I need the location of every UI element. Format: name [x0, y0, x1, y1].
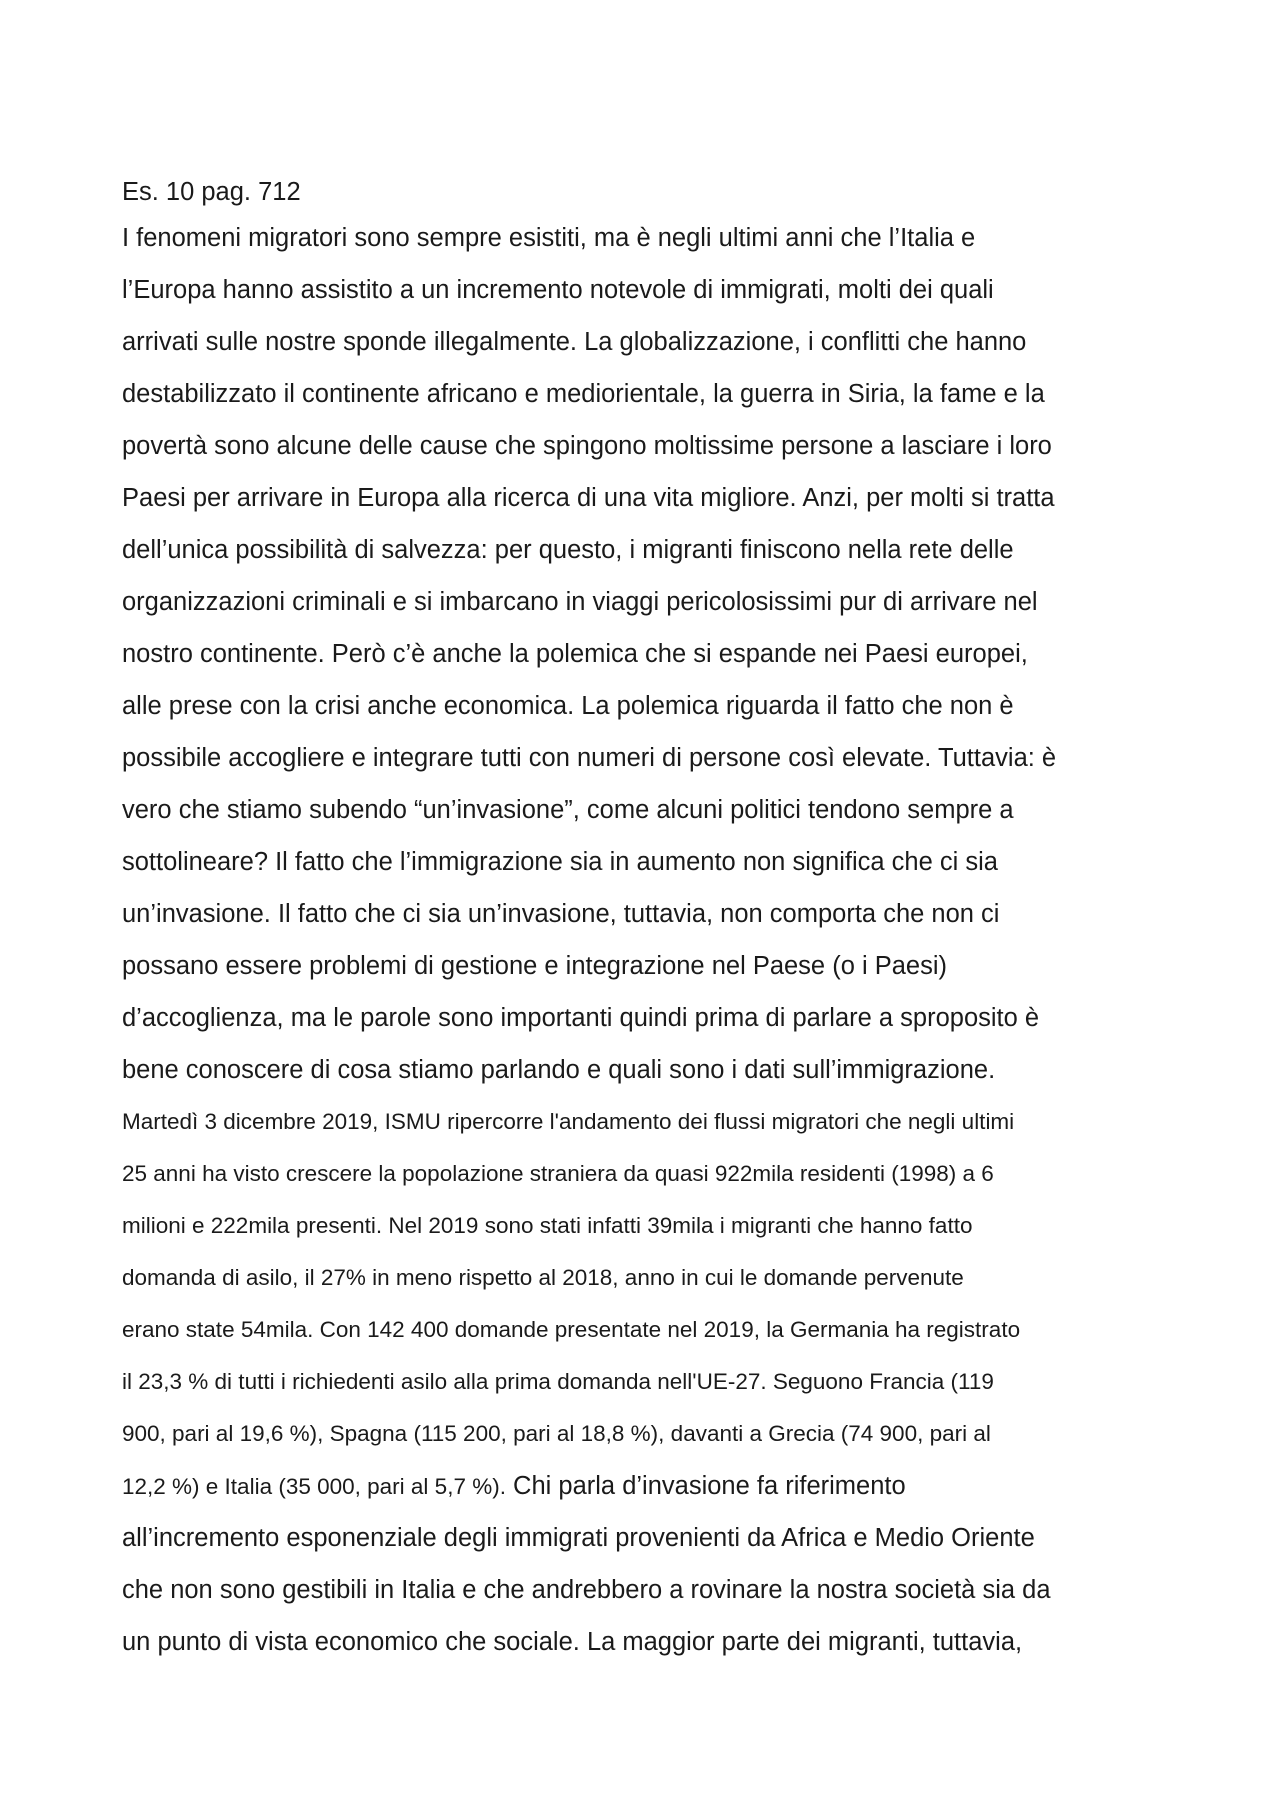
exercise-heading: Es. 10 pag. 712	[122, 178, 301, 206]
text-line	[122, 1252, 1172, 1304]
document-body	[122, 172, 1172, 1668]
text-line	[122, 628, 1172, 680]
text-line-content: erano state 54mila. Con 142 400 domande presentate nel 2019, la Germania ha registrato	[122, 1317, 1021, 1342]
text-line	[122, 888, 1172, 940]
text-line-content: domanda di asilo, il 27% in meno rispetto al 2018, anno in cui le domande pervenute	[122, 1265, 964, 1290]
text-line	[122, 1044, 1172, 1096]
text-line-content: all’incremento esponenziale degli immigrati provenienti da Africa e Medio Oriente	[122, 1524, 1035, 1552]
text-line	[122, 1564, 1172, 1616]
text-line-content: d’accoglienza, ma le parole sono importanti quindi prima di parlare a sproposito è	[122, 1004, 1040, 1032]
text-line-content: bene conoscere di cosa stiamo parlando e quali sono i dati sull’immigrazione.	[122, 1056, 996, 1084]
text-line	[122, 420, 1172, 472]
text-line	[122, 472, 1172, 524]
text-line-content: un’invasione. Il fatto che ci sia un’invasione, tuttavia, non comporta che non ci	[122, 900, 1000, 928]
text-line-content: Martedì 3 dicembre 2019, ISMU ripercorre l'andamento dei flussi migratori che negli ultimi	[122, 1109, 1015, 1134]
text-line	[122, 940, 1172, 992]
text-line	[122, 1460, 1172, 1512]
text-line-content: possano essere problemi di gestione e integrazione nel Paese (o i Paesi)	[122, 952, 947, 980]
text-line-content: organizzazioni criminali e si imbarcano in viaggi pericolosissimi pur di arrivare nel	[122, 588, 1038, 616]
text-line-content: l’Europa hanno assistito a un incremento notevole di immigrati, molti dei quali	[122, 276, 994, 304]
text-line	[122, 836, 1172, 888]
text-line-content: milioni e 222mila presenti. Nel 2019 sono stati infatti 39mila i migranti che hanno fatto	[122, 1213, 973, 1238]
text-line-content: sottolineare? Il fatto che l’immigrazione sia in aumento non significa che ci sia	[122, 848, 998, 876]
text-line-content: nostro continente. Però c’è anche la polemica che si espande nei Paesi europei,	[122, 640, 1028, 668]
text-line	[122, 524, 1172, 576]
text-line	[122, 732, 1172, 784]
text-line	[122, 1616, 1172, 1668]
text-line	[122, 576, 1172, 628]
text-line-continuation: Chi parla d’invasione fa riferimento	[505, 1472, 906, 1500]
text-line	[122, 368, 1172, 420]
text-line	[122, 1148, 1172, 1200]
text-line-content: Paesi per arrivare in Europa alla ricerca di una vita migliore. Anzi, per molti si tratta	[122, 484, 1055, 512]
text-line-content: 12,2 %) e Italia (35 000, pari al 5,7 %).	[122, 1474, 506, 1499]
text-line	[122, 1356, 1172, 1408]
text-line	[122, 992, 1172, 1044]
text-line	[122, 1408, 1172, 1460]
text-line	[122, 1512, 1172, 1564]
text-line	[122, 264, 1172, 316]
text-line	[122, 1096, 1172, 1148]
text-line-content: un punto di vista economico che sociale. La maggior parte dei migranti, tuttavia,	[122, 1628, 1023, 1656]
text-line	[122, 316, 1172, 368]
text-line-content: I fenomeni migratori sono sempre esistiti, ma è negli ultimi anni che l’Italia e	[122, 224, 976, 252]
text-line-content: povertà sono alcune delle cause che spingono moltissime persone a lasciare i loro	[122, 432, 1052, 460]
text-line-content: alle prese con la crisi anche economica. La polemica riguarda il fatto che non è	[122, 692, 1014, 720]
text-line-content: il 23,3 % di tutti i richiedenti asilo alla prima domanda nell'UE-27. Seguono Francia (119	[122, 1369, 994, 1394]
text-line-content: vero che stiamo subendo “un’invasione”, come alcuni politici tendono sempre a	[122, 796, 1014, 824]
text-line	[122, 1304, 1172, 1356]
text-line	[122, 1200, 1172, 1252]
text-line-content: arrivati sulle nostre sponde illegalmente. La globalizzazione, i conflitti che hanno	[122, 328, 1027, 356]
text-line-content: dell’unica possibilità di salvezza: per questo, i migranti finiscono nella rete delle	[122, 536, 1014, 564]
text-line-content: destabilizzato il continente africano e mediorientale, la guerra in Siria, la fame e la	[122, 380, 1045, 408]
text-line	[122, 680, 1172, 732]
text-line	[122, 784, 1172, 836]
text-line-content: che non sono gestibili in Italia e che andrebbero a rovinare la nostra società sia da	[122, 1576, 1051, 1604]
text-line-content: possibile accogliere e integrare tutti con numeri di persone così elevate. Tuttavia: è	[122, 744, 1057, 772]
text-line	[122, 212, 1172, 264]
text-line-content: 25 anni ha visto crescere la popolazione straniera da quasi 922mila residenti (1998) a 6	[122, 1161, 994, 1186]
text-line-content: 900, pari al 19,6 %), Spagna (115 200, pari al 18,8 %), davanti a Grecia (74 900, pari al	[122, 1421, 991, 1446]
